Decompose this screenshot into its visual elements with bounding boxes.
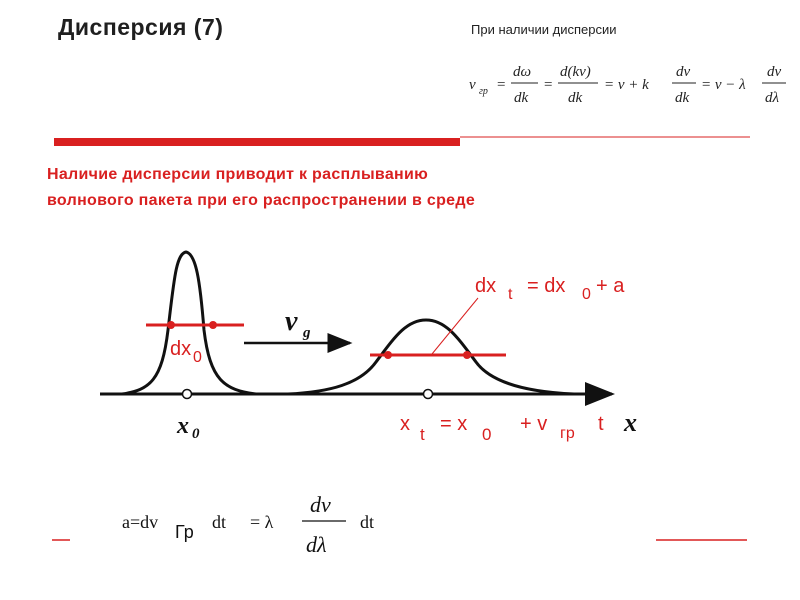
dxt-equation	[475, 275, 625, 303]
spread-formula	[122, 492, 374, 557]
xt-marker	[424, 390, 433, 399]
formula-dk-3: dk	[675, 90, 690, 106]
formula-dk-2: dk	[568, 90, 583, 106]
formula-dk-1: dk	[514, 90, 529, 106]
subtitle-line-1: Наличие дисперсии приводит к расплыванию	[47, 166, 429, 183]
xt-plus-v: + v	[520, 413, 548, 435]
formula-v-sub: гр	[479, 86, 488, 97]
bottom-d-lambda: dλ	[306, 532, 327, 557]
formula-v: v	[469, 77, 476, 93]
dx0-right-point	[209, 321, 217, 329]
group-velocity-formula	[469, 64, 786, 106]
dxt-eq-dx: = dx	[527, 275, 566, 297]
xt-sub-0: 0	[482, 425, 492, 444]
dxt-sub-t: t	[508, 286, 513, 303]
label-vg: v	[285, 306, 298, 337]
bottom-eq-lambda: = λ	[250, 512, 274, 532]
label-vg-sub: g	[303, 325, 311, 341]
bottom-a-eq-dv: a=dv	[122, 512, 159, 532]
dx0-left-point	[167, 321, 175, 329]
formula-dv-2: dv	[767, 64, 782, 80]
xt-equation	[400, 413, 604, 444]
dxt-left-point	[384, 351, 392, 359]
label-dx0: dx	[170, 338, 192, 360]
red-divider-bar	[54, 138, 460, 146]
bottom-dt-2: dt	[360, 512, 375, 532]
dxt-pointer-line	[432, 298, 478, 354]
label-x-axis: x	[624, 408, 637, 437]
formula-caption: При наличии дисперсии	[471, 22, 617, 37]
xt-t: t	[598, 413, 604, 435]
dxt-sub-0: 0	[582, 286, 591, 303]
bottom-dv: dv	[310, 492, 331, 517]
formula-v-plus-k: = v + k	[604, 77, 649, 93]
xt-sub-t: t	[420, 425, 425, 444]
bottom-sub-gr: Гр	[175, 522, 194, 542]
dxt-dx: dx	[475, 275, 497, 297]
xt-x: x	[400, 413, 410, 435]
dxt-right-point	[463, 351, 471, 359]
formula-v-minus-lambda: = v − λ	[701, 77, 746, 93]
bottom-dt-1: dt	[212, 512, 227, 532]
label-x0: x	[177, 413, 189, 439]
xt-sub-gr: гр	[560, 425, 575, 442]
formula-d-omega: dω	[513, 64, 532, 80]
formula-d-lambda: dλ	[765, 90, 779, 106]
x0-marker	[183, 390, 192, 399]
formula-eq-1: =	[497, 77, 506, 93]
broad-wave-packet	[288, 320, 574, 394]
subtitle-line-2: волнового пакета при его распространении в среде	[47, 192, 476, 209]
xt-eq-x: = x	[440, 413, 468, 435]
slide-title: Дисперсия (7)	[58, 14, 224, 40]
formula-d-kv: d(kv)	[560, 64, 591, 80]
formula-eq-2: =	[544, 77, 553, 93]
formula-dv-1: dv	[676, 64, 691, 80]
label-dx0-sub: 0	[193, 349, 202, 366]
label-x0-sub: 0	[192, 426, 200, 442]
narrow-wave-packet	[122, 252, 256, 394]
dxt-plus-a: + a	[596, 275, 625, 297]
